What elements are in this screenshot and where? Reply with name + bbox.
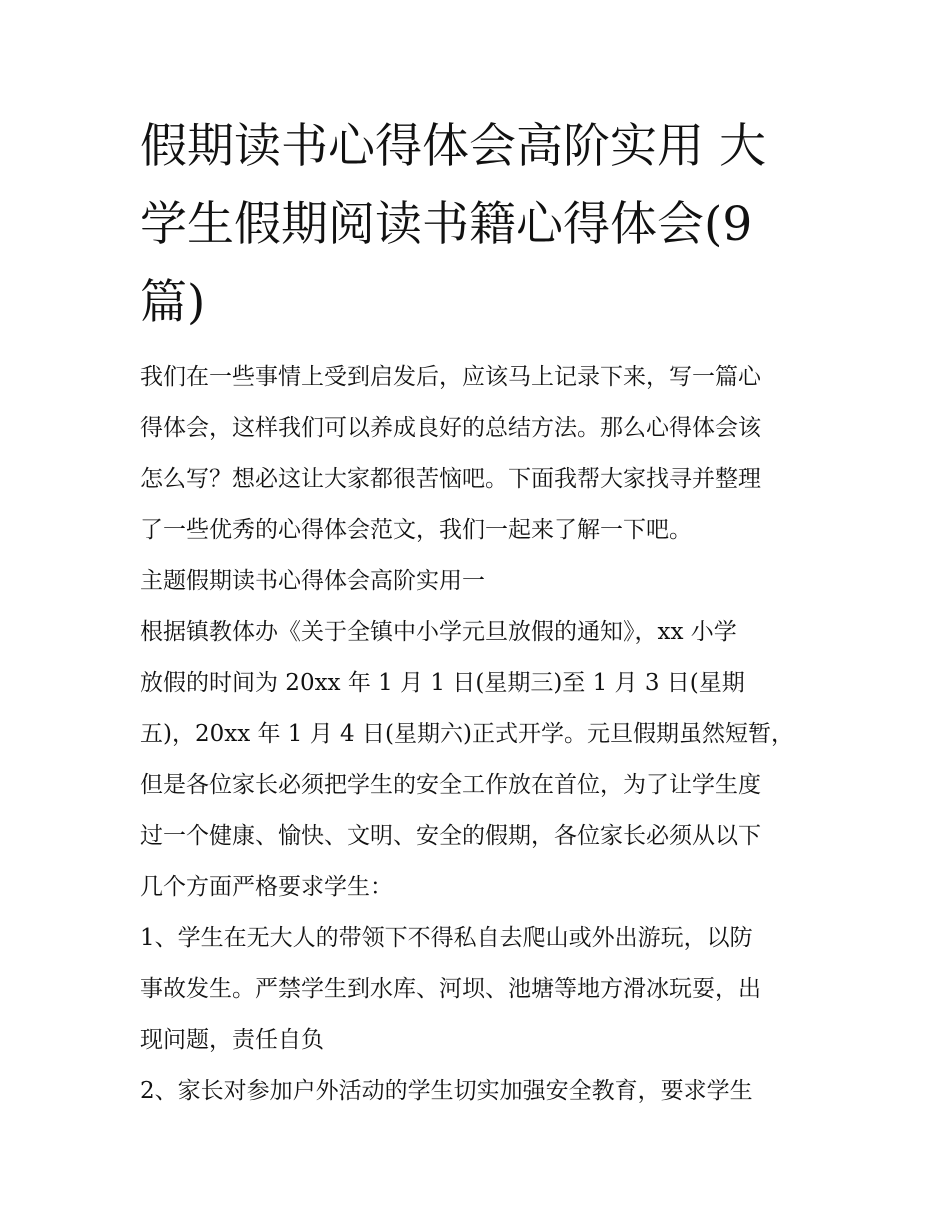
body-line: 过一个健康、愉快、文明、安全的假期，各位家长必须从以下 [140,823,761,849]
list-item-1 [140,913,820,1066]
body-paragraph [140,607,820,913]
list-item-line: 1、学生在无大人的带领下不得私自去爬山或外出游玩，以防 [140,925,753,951]
body-line: 放假的时间为 20xx 年 1 月 1 日(星期三)至 1 月 3 日(星期 [140,670,745,696]
body-line: 根据镇教体办《关于全镇中小学元旦放假的通知》，xx 小学 [140,619,737,645]
title-line: 假期读书心得体会高阶实用 大 [140,119,766,174]
intro-paragraph [140,352,820,556]
intro-line: 怎么写？想必这让大家都很苦恼吧。下面我帮大家找寻并整理 [140,466,761,492]
body-line: 五)，20xx 年 1 月 4 日(星期六)正式开学。元旦假期虽然短暂， [140,721,794,747]
intro-line: 得体会，这样我们可以养成良好的总结方法。那么心得体会该 [140,415,761,441]
title-line: 学生假期阅读书籍心得体会(9 [140,197,753,252]
title-line: 篇) [140,275,206,330]
intro-line: 了一些优秀的心得体会范文，我们一起来了解一下吧。 [140,517,692,543]
intro-line: 我们在一些事情上受到启发后，应该马上记录下来，写一篇心 [140,364,761,390]
list-item-2 [140,1066,820,1117]
document-title [140,108,820,342]
section-heading: 主题假期读书心得体会高阶实用一 [140,568,485,594]
list-item-line: 现问题，责任自负 [140,1027,324,1053]
body-line: 但是各位家长必须把学生的安全工作放在首位，为了让学生度 [140,772,761,798]
document-page [140,108,820,1117]
list-item-line: 2、家长对参加户外活动的学生切实加强安全教育，要求学生 [140,1078,753,1104]
list-item-line: 事故发生。严禁学生到水库、河坝、池塘等地方滑冰玩耍，出 [140,976,761,1002]
body-line: 几个方面严格要求学生： [140,874,393,900]
